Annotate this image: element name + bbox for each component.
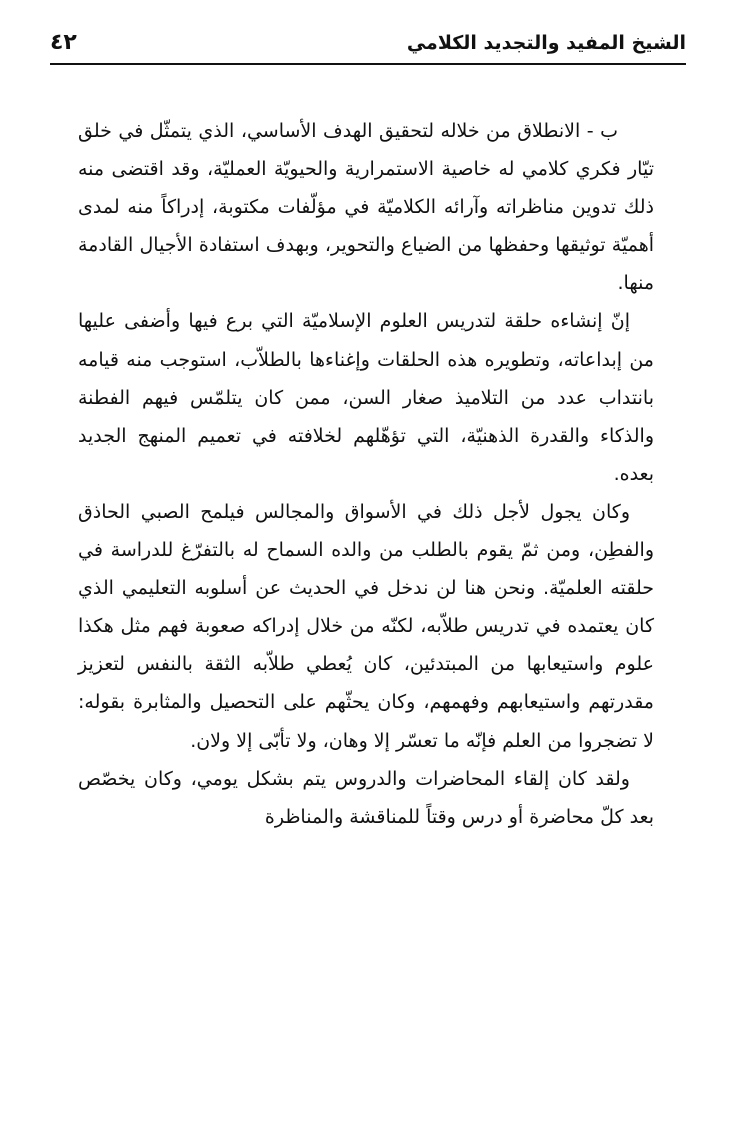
header-rule [50,63,686,65]
paragraph-1: ب - الانطلاق من خلاله لتحقيق الهدف الأساسي، الذي يتمثّل في خلق تيّار فكري كلامي له خاصية الاستمرارية والحيويّة العمليّة، وقد اقتضى منه ذلك تدوين مناظراته وآرائه الكلاميّة في مؤلّفات مكتوبة، إدراكاً منه لمدى أهميّة توثيقها وحفظها من الضياع والتحوير، وبهدف استفادة الأجيال القادمة منها. [78,120,654,295]
body-text [78,112,654,836]
running-header [50,28,686,62]
paragraph-2: إنّ إنشاءه حلقة لتدريس العلوم الإسلاميّة التي برع فيها وأضفى عليها من إبداعاته، وتطويره هذه الحلقات وإغناءها بالطلاّب، استوجب منه قيامه بانتداب عدد من التلاميذ صغار السن، ممن كان يتلمّس فيهم الفطنة والذكاء والقدرة الذهنيّة، التي تؤهّلهم لخلافته في تعميم المنهج الجديد بعده. [78,310,654,485]
paragraph-4: ولقد كان إلقاء المحاضرات والدروس يتم بشكل يومي، وكان يخصّص بعد كلّ محاضرة أو درس وقتاً للمناقشة والمناظرة [78,767,654,828]
header-title: الشيخ المفيد والتجديد الكلامي [406,32,686,54]
page-number: ٤٢ [50,30,77,55]
paragraph-3: وكان يجول لأجل ذلك في الأسواق والمجالس فيلمح الصبي الحاذق والفطِن، ومن ثمّ يقوم بالطلب من والده السماح له بالتفرّغ للدراسة في حلقته العلميّة. ونحن هنا لن ندخل في الحديث عن أسلوبه التعليمي الذي كان يعتمده في تدريس طلاّبه، لكنّه من خلال إدراكه صعوبة فهم مثل هكذا علوم واستيعابها من المبتدئين، كان يُعطي طلاّبه الثقة بالنفس لتعزيز مقدرتهم واستيعابهم وفهمهم، وكان يحثّهم على التحصيل والمثابرة بقوله: لا تضجروا من العلم فإنّه ما تعسّر إلا وهان، ولا تأبّى إلا ولان. [78,500,654,752]
